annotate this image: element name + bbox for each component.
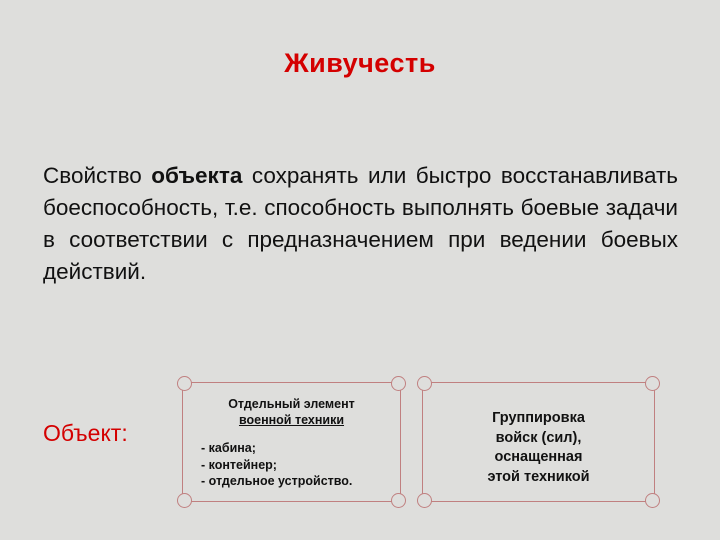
scroll-right-content <box>423 383 654 501</box>
scroll-right-line4: этой техникой <box>487 468 590 485</box>
scroll-right-line1: Группировка <box>492 410 585 426</box>
scroll-left-heading <box>193 397 390 428</box>
list-item: - контейнер; <box>201 457 277 472</box>
page-title: Живучесть <box>284 48 436 78</box>
scroll-left-heading-line1: Отдельный элемент <box>228 397 355 411</box>
scroll-box-left <box>182 382 401 502</box>
definition-part2: сохранять или быстро восстанавливать боеспособность, т.е. способность выполнять боевые задачи в соответствии с предназначением при ведении боевых действий. <box>43 163 678 284</box>
definition-paragraph <box>43 160 678 288</box>
list-item: - отдельное устройство. <box>201 473 353 488</box>
scroll-left-content <box>183 383 400 501</box>
scroll-right-text <box>433 409 644 487</box>
scroll-left-list <box>193 440 390 489</box>
scroll-box-right <box>422 382 655 502</box>
definition-emphasis: объекта <box>151 163 243 188</box>
scroll-right-line3: оснащенная <box>494 449 583 466</box>
definition-part1: Свойство <box>43 163 152 188</box>
scroll-right-line2: войск (сил), <box>495 429 582 446</box>
object-label: Объект: <box>43 420 128 446</box>
list-item: - кабина; <box>201 441 256 456</box>
scroll-left-heading-line2: военной техники <box>238 412 345 427</box>
